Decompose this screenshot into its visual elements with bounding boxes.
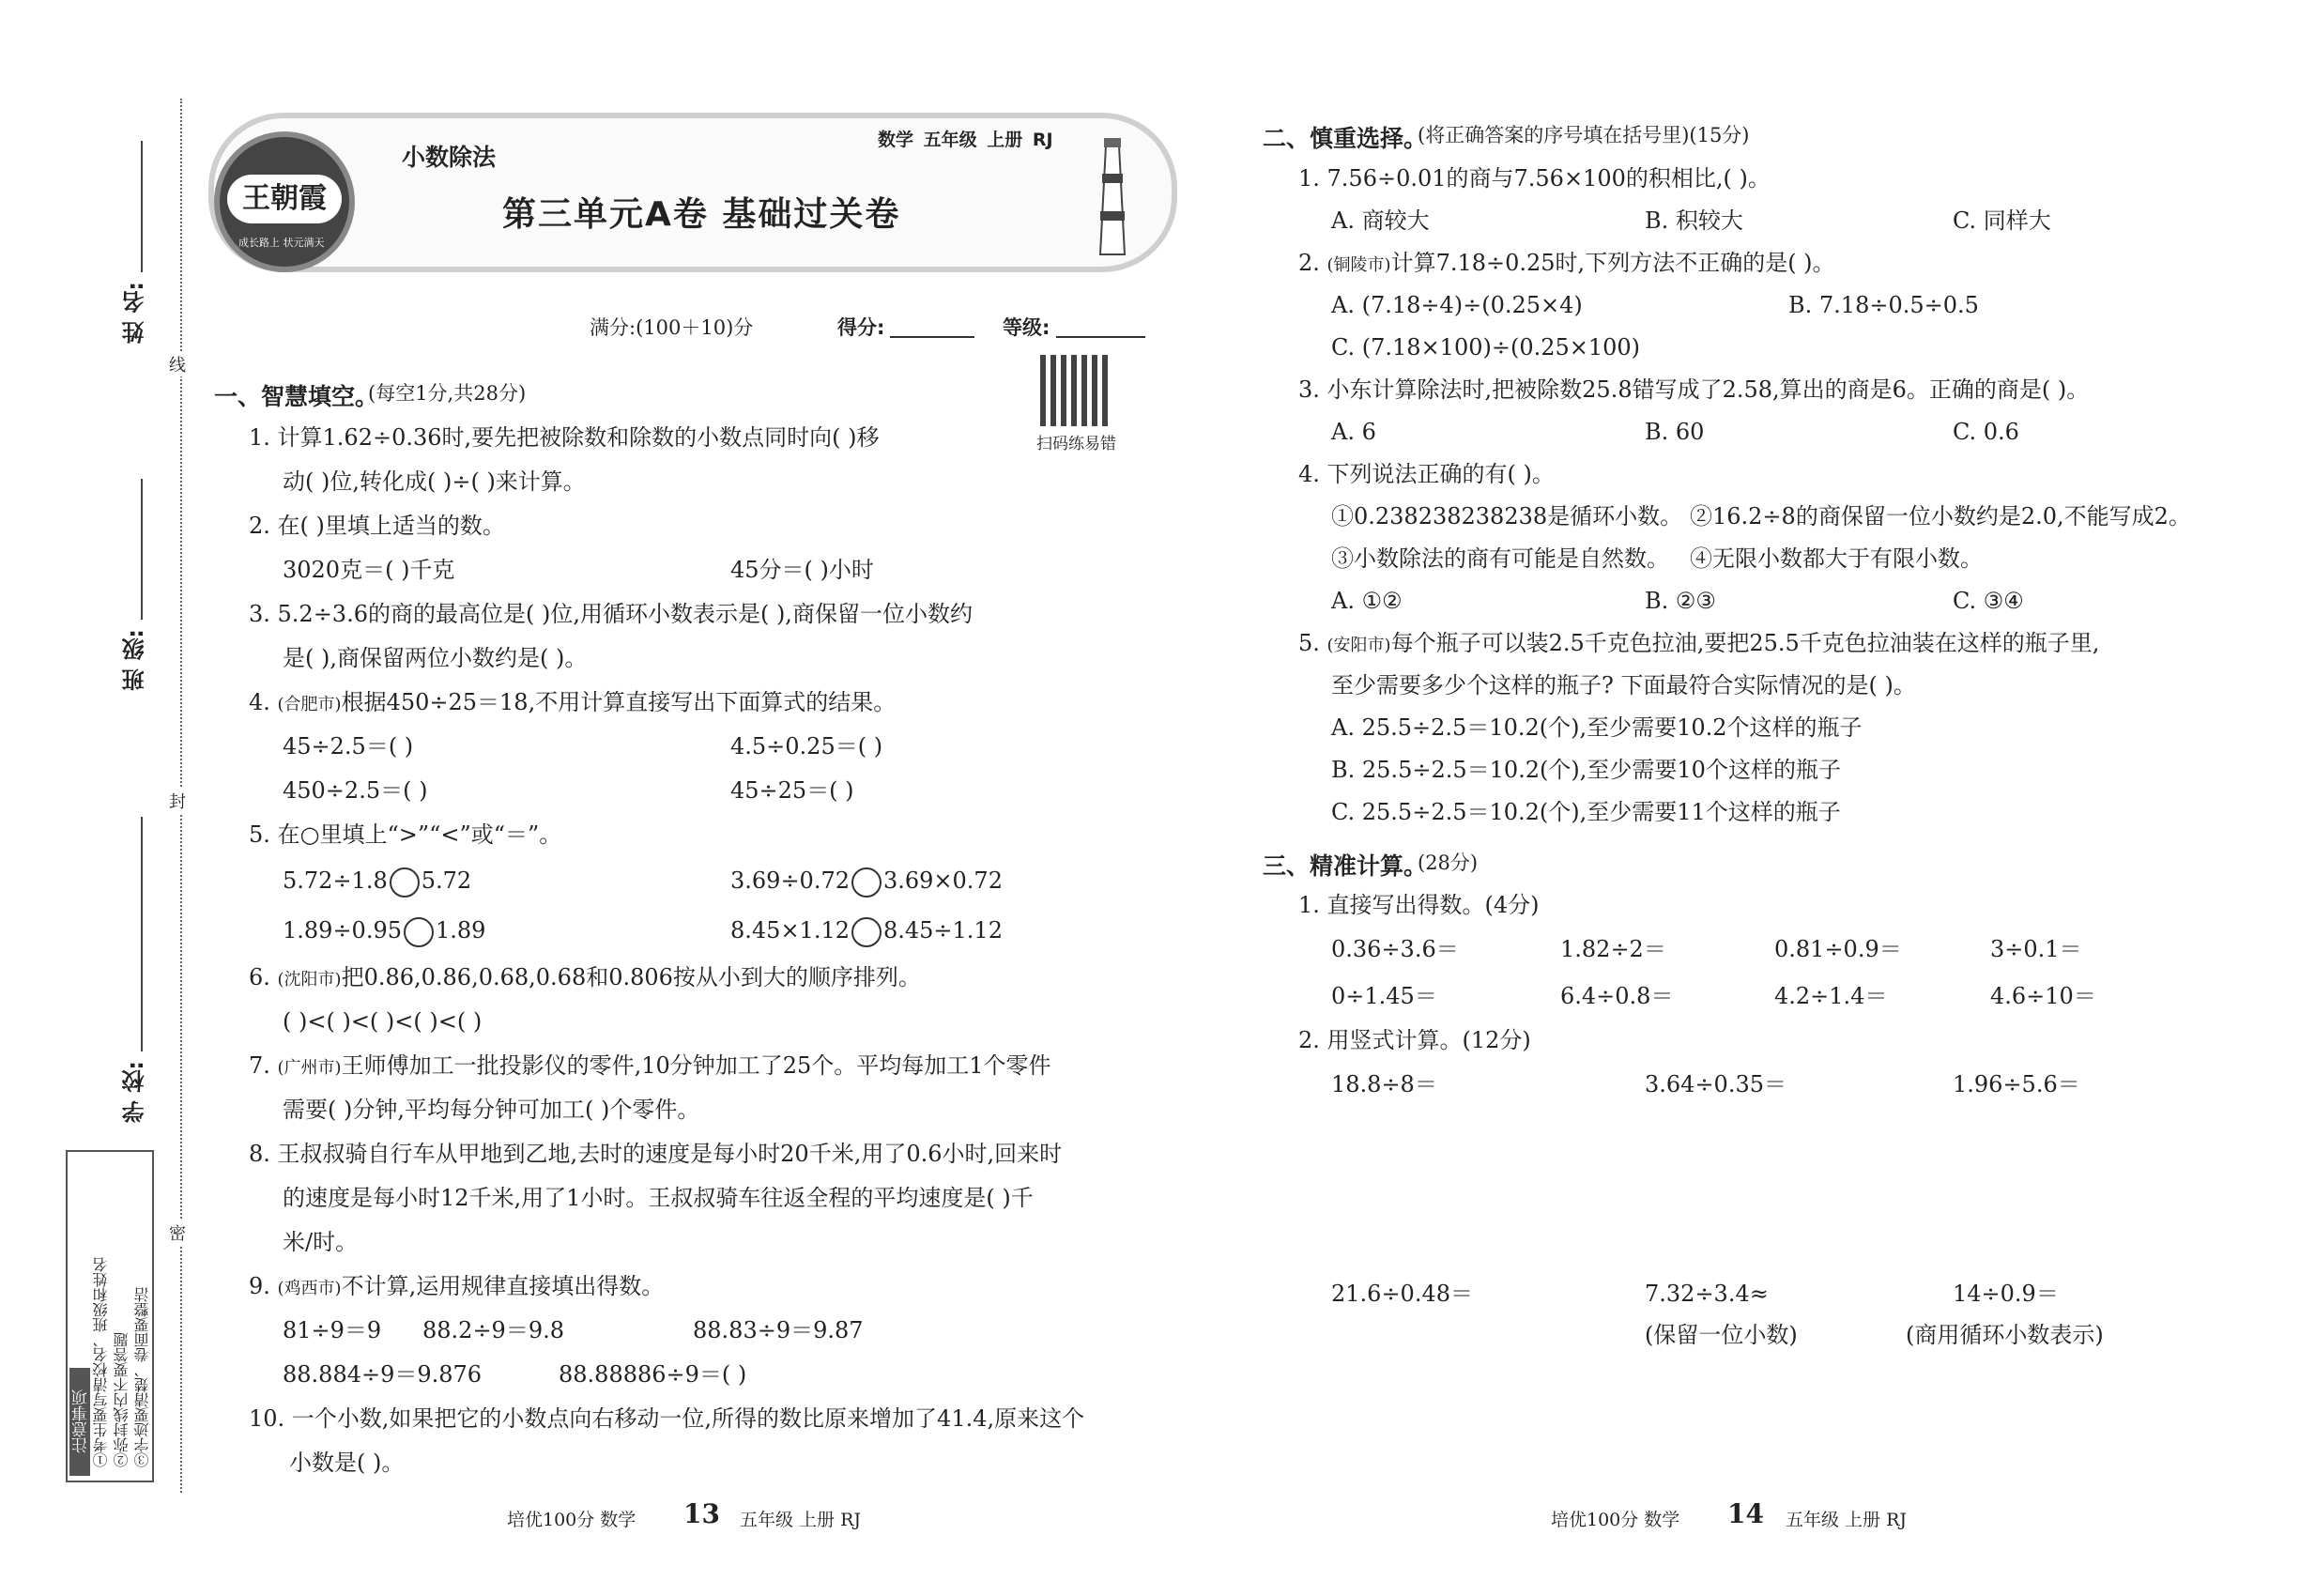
q4-number: 4. [249, 689, 278, 715]
seal-char-feng: 封 [169, 789, 186, 813]
seal-char-mi: 密 [169, 1220, 186, 1245]
seal-char-xian: 线 [169, 352, 186, 376]
q6-line1: 6. (沈阳市)把0.86,0.86,0.68,0.68和0.806按从小到大的顺序排列。 [249, 964, 921, 990]
s2-q4-statement-2: ②16.2÷8的商保留一位小数约是2.0,不能写成2。 [1690, 503, 2191, 529]
compare-circle[interactable] [851, 867, 882, 898]
score-field[interactable] [890, 336, 974, 338]
q9-line1: 9. (鸡西市)不计算,运用规律直接填出得数。 [249, 1273, 665, 1299]
s3-q2-item-3: 1.96÷5.6＝ [1953, 1071, 2080, 1097]
section1-note: (每空1分,共28分) [368, 382, 527, 405]
name-write-line[interactable] [141, 141, 143, 272]
topic-label: 小数除法 [402, 144, 497, 171]
class-write-line[interactable] [141, 479, 143, 620]
compare-circle[interactable] [404, 917, 434, 947]
s3-q2-item-4: 21.6÷0.48＝ [1331, 1281, 1473, 1307]
q5-item-a: 5.72÷1.8 5.72 [283, 866, 471, 898]
full-score: 满分:(100＋10)分 [590, 316, 754, 339]
q9-item-a: 81÷9＝9 [283, 1317, 382, 1343]
notice-item-3: ③字迹要清楚、卷面要整洁 [133, 1287, 151, 1467]
school-label: 学 校: [122, 1061, 148, 1123]
footer-left-page: 13 [683, 1498, 720, 1529]
q4-item-d: 45÷25＝( ) [730, 777, 854, 804]
q9-source: (鸡西市) [277, 1279, 342, 1298]
q10-line1: 10. 一个小数,如果把它的小数点向右移动一位,所得的数比原来增加了41.4,原来这个 [249, 1405, 1085, 1432]
s3-q2-item-6: 14÷0.9＝ [1953, 1281, 2059, 1307]
q7-line2: 需要( )分钟,平均每分钟可加工( )个零件。 [283, 1097, 700, 1123]
s2-q2-source: (铜陵市) [1326, 255, 1391, 275]
section3-title: 三、精准计算。 [1263, 852, 1428, 880]
s2-q4-option-a[interactable]: A. ①② [1331, 588, 1403, 614]
q5-item-b: 3.69÷0.72 3.69×0.72 [730, 866, 1003, 898]
logo-slogan: 成长路上 状元满天 [238, 237, 325, 249]
q8-line1: 8. 王叔叔骑自行车从甲地到乙地,去时的速度是每小时20千米,用了0.6小时,回来时 [249, 1141, 1063, 1167]
lighthouse-icon [1095, 136, 1130, 256]
book-meta: 数学 五年级 上册 RJ [878, 130, 1053, 150]
q3-line2: 是( ),商保留两位小数约是( )。 [283, 645, 588, 671]
s2-q2: 2. (铜陵市)计算7.18÷0.25时,下列方法不正确的是( )。 [1298, 250, 1835, 276]
grade-label: 等级: [1003, 316, 1050, 339]
name-label: 姓 名: [122, 282, 148, 344]
s2-q4: 4. 下列说法正确的有( )。 [1298, 461, 1555, 487]
q4-source: (合肥市) [277, 695, 342, 714]
q3-line1: 3. 5.2÷3.6的商的最高位是( )位,用循环小数表示是( ),商保留一位小数约 [249, 601, 973, 627]
s2-q1-option-a[interactable]: A. 商较大 [1331, 207, 1430, 234]
s2-q1: 1. 7.56÷0.01的商与7.56×100的积相比,( )。 [1298, 165, 1771, 192]
s2-q4-statement-4: ④无限小数都大于有限小数。 [1690, 545, 1983, 572]
s2-q5-option-c[interactable]: C. 25.5÷2.5＝10.2(个),至少需要11个这样的瓶子 [1331, 799, 1841, 825]
s2-q2-option-a[interactable]: A. (7.18÷4)÷(0.25×4) [1331, 292, 1583, 318]
s3-q2-note-2: (商用循环小数表示) [1906, 1322, 2104, 1348]
s3-q2-note-1: (保留一位小数) [1645, 1322, 1798, 1348]
section1-title: 一、智慧填空。 [214, 383, 379, 410]
q1-line2: 动( )位,转化成( )÷( )来计算。 [283, 468, 586, 495]
s2-q4-statement-1: ①0.238238238238是循环小数。 [1331, 503, 1683, 529]
compare-circle[interactable] [390, 867, 420, 898]
s3-q2-item-1: 18.8÷8＝ [1331, 1071, 1437, 1097]
s2-q4-statement-3: ③小数除法的商有可能是自然数。 [1331, 545, 1669, 572]
logo-badge [214, 131, 355, 272]
q7-source: (广州市) [277, 1058, 342, 1078]
s3-q1-item-7: 4.2÷1.4＝ [1774, 983, 1888, 1009]
s3-q1-item-1: 0.36÷3.6＝ [1331, 936, 1459, 962]
s3-q1-item-2: 1.82÷2＝ [1560, 936, 1666, 962]
s2-q3-option-b[interactable]: B. 60 [1645, 419, 1705, 445]
s2-q5-line1: 5. (安阳市)每个瓶子可以装2.5千克色拉油,要把25.5千克色拉油装在这样的瓶子里, [1298, 630, 2100, 656]
section2-title: 二、慎重选择。 [1263, 125, 1428, 152]
section3-note: (28分) [1418, 852, 1479, 874]
s3-q1: 1. 直接写出得数。(4分) [1298, 892, 1540, 918]
qr-code-icon[interactable] [1040, 355, 1112, 426]
s3-q1-item-4: 3÷0.1＝ [1990, 936, 2082, 962]
s2-q5-source: (安阳市) [1326, 636, 1391, 655]
s3-q2-item-2: 3.64÷0.35＝ [1645, 1071, 1786, 1097]
s2-q3-option-c[interactable]: C. 0.6 [1953, 419, 2019, 445]
q4-item-a: 45÷2.5＝( ) [283, 733, 414, 760]
q6-source: (沈阳市) [277, 970, 342, 990]
footer-left-grade: 五年级 上册 RJ [740, 1510, 862, 1530]
notice-item-1: ①考生要写清校名、班级和姓名 [92, 1257, 110, 1467]
footer-right-book: 培优100分 数学 [1551, 1510, 1680, 1530]
notice-item-2: ②弥封线内不要答题 [113, 1332, 130, 1467]
qr-caption: 扫码练易错 [1036, 435, 1116, 453]
score-label: 得分: [837, 316, 885, 339]
logo-name: 王朝霞 [227, 175, 342, 223]
q9-item-d: 88.884÷9＝9.876 [283, 1361, 483, 1388]
q9-item-b: 88.2÷9＝9.8 [422, 1317, 564, 1343]
footer-right-grade: 五年级 上册 RJ [1786, 1510, 1908, 1530]
s2-q2-option-c[interactable]: C. (7.18×100)÷(0.25×100) [1331, 334, 1641, 361]
q4-text: 根据450÷25＝18,不用计算直接写出下面算式的结果。 [341, 689, 897, 715]
s3-q1-item-3: 0.81÷0.9＝ [1774, 936, 1902, 962]
footer-left-book: 培优100分 数学 [507, 1510, 636, 1530]
section2-note: (将正确答案的序号填在括号里)(15分) [1418, 124, 1750, 146]
q1-line1: 1. 计算1.62÷0.36时,要先把被除数和除数的小数点同时向( )移 [249, 424, 880, 451]
school-write-line[interactable] [141, 817, 143, 1051]
s2-q4-option-c[interactable]: C. ③④ [1953, 588, 2024, 614]
q9-item-c: 88.83÷9＝9.87 [693, 1317, 864, 1343]
notice-title: 注意事项 [69, 1368, 90, 1476]
s3-q1-item-5: 0÷1.45＝ [1331, 983, 1437, 1009]
q2-line1: 2. 在( )里填上适当的数。 [249, 513, 505, 539]
q2-item-a: 3020克＝( )千克 [283, 557, 455, 583]
q7-line1: 7. (广州市)王师傅加工一批投影仪的零件,10分钟加工了25个。平均每加工1个零件 [249, 1052, 1051, 1079]
q4-item-b: 4.5÷0.25＝( ) [730, 733, 883, 760]
footer-right-page: 14 [1727, 1498, 1764, 1529]
q10-line2: 小数是( )。 [289, 1450, 405, 1476]
s2-q5-line2: 至少需要多少个这样的瓶子? 下面最符合实际情况的是( )。 [1331, 672, 1916, 698]
s2-q1-option-c[interactable]: C. 同样大 [1953, 207, 2051, 234]
q2-item-b: 45分＝( )小时 [730, 557, 874, 583]
s3-q1-item-6: 6.4÷0.8＝ [1560, 983, 1674, 1009]
s3-q1-item-8: 4.6÷10＝ [1990, 983, 2096, 1009]
s2-q3: 3. 小东计算除法时,把被除数25.8错写成了2.58,算出的商是6。正确的商是( )。 [1298, 376, 2090, 403]
s3-q2: 2. 用竖式计算。(12分) [1298, 1027, 1531, 1053]
q9-item-e: 88.88886÷9＝( ) [559, 1361, 747, 1388]
q4-item-c: 450÷2.5＝( ) [283, 777, 428, 804]
s2-q5-option-a[interactable]: A. 25.5÷2.5＝10.2(个),至少需要10.2个这样的瓶子 [1331, 714, 1863, 741]
grade-field[interactable] [1056, 336, 1145, 338]
s2-q5-option-b[interactable]: B. 25.5÷2.5＝10.2(个),至少需要10个这样的瓶子 [1331, 757, 1841, 783]
q8-line3: 米/时。 [283, 1229, 359, 1255]
class-label: 班 级: [122, 629, 148, 691]
s2-q3-option-a[interactable]: A. 6 [1331, 419, 1376, 445]
q8-line2: 的速度是每小时12千米,用了1小时。王叔叔骑车往返全程的平均速度是( )千 [283, 1185, 1034, 1211]
s2-q4-option-b[interactable]: B. ②③ [1645, 588, 1716, 614]
compare-circle[interactable] [851, 917, 882, 947]
s2-q1-option-b[interactable]: B. 积较大 [1645, 207, 1743, 234]
s3-q2-item-5: 7.32÷3.4≈ [1645, 1281, 1769, 1307]
q6-answer-line[interactable]: ( )<( )<( )<( )<( ) [283, 1008, 483, 1035]
page-title: 第三单元A卷 基础过关卷 [502, 195, 901, 234]
q4-line1 [249, 687, 896, 720]
q5-item-c: 1.89÷0.95 1.89 [283, 915, 485, 947]
q5-item-d: 8.45×1.12 8.45÷1.12 [730, 915, 1003, 947]
q5-line1: 5. 在○里填上“>”“<”或“＝”。 [249, 821, 562, 848]
s2-q2-option-b[interactable]: B. 7.18÷0.5÷0.5 [1788, 292, 1979, 318]
notice-box [66, 1150, 154, 1482]
